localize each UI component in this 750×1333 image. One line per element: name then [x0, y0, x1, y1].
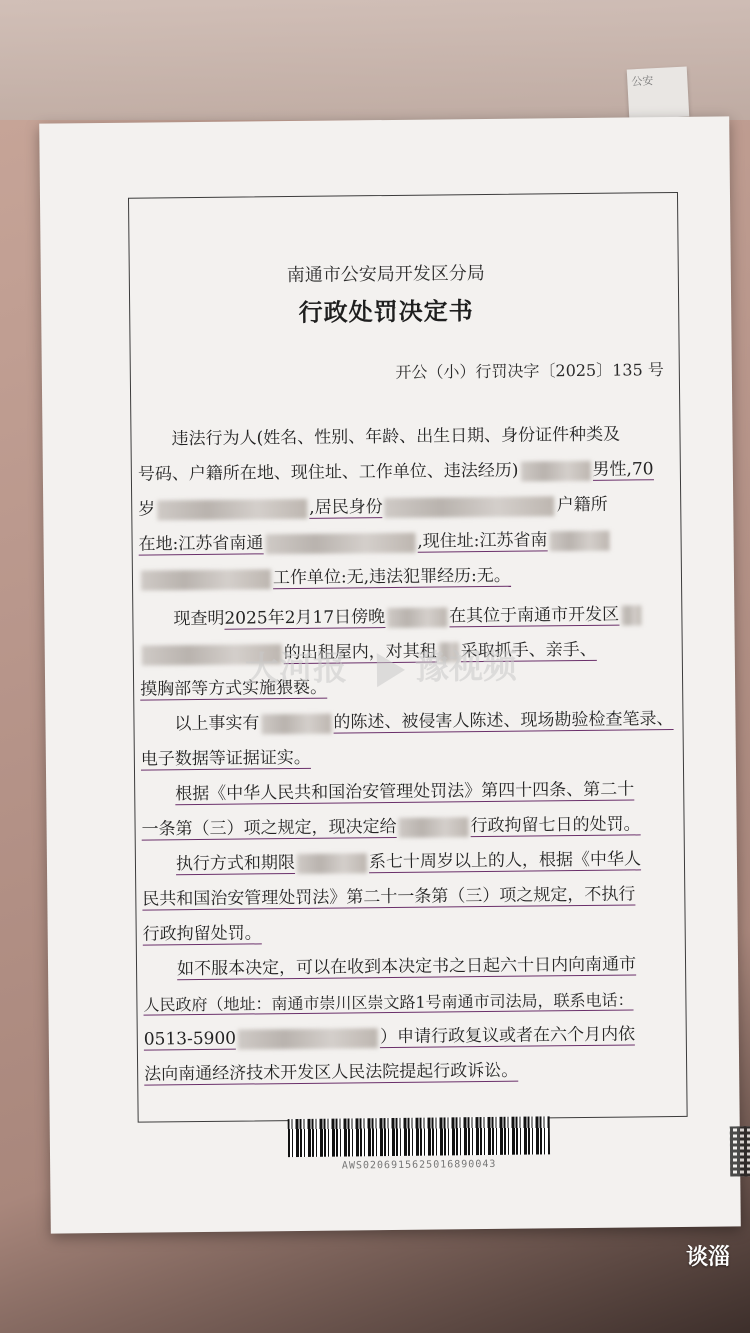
text-segment: 工作单位:无,违法犯罪经历:无。 — [272, 565, 511, 589]
text-line — [141, 737, 676, 778]
text-line — [139, 557, 674, 598]
text-segment: 岁 — [138, 499, 156, 520]
redaction — [238, 1028, 378, 1049]
corner-logo: 谈淄 — [685, 1245, 730, 1270]
text-line — [142, 842, 677, 883]
small-card — [627, 66, 690, 119]
text-line — [140, 702, 675, 743]
redaction — [265, 532, 415, 554]
text-segment: 户籍所 — [556, 494, 608, 516]
text-segment: 的陈述、被侵害人陈述、现场勘验检查笔录、 — [333, 709, 674, 733]
text-segment: 在其位于南通市开发区 — [449, 604, 620, 627]
text-segment: 行政拘留七日的处罚。 — [470, 814, 641, 837]
text-segment: 根据《中华人民共和国治安管理处罚法》第四十四条、第二十 — [175, 779, 635, 805]
watermark-right-text: 豫视频 — [414, 646, 518, 688]
document-title: 行政处罚决定书 — [298, 296, 474, 327]
text-line — [143, 947, 678, 988]
issuing-office: 南通市公安局开发区分局 — [286, 262, 485, 287]
text-segment: 在地:江苏省南通 — [138, 533, 264, 555]
redaction — [141, 569, 271, 590]
barcode — [288, 1116, 550, 1157]
text-segment: 一条第（三）项之规定，现决定给 — [141, 816, 397, 840]
text-segment: 男性,70 — [592, 459, 654, 480]
watermark-left-text: 大河报 — [244, 648, 348, 690]
redaction — [387, 607, 447, 628]
text-segment: 电子数据等证据证实。 — [140, 747, 311, 770]
penalty-document — [39, 116, 741, 1233]
text-segment: 摸胸部等方式实施猥亵。 — [140, 677, 328, 700]
text-segment: 执行方式和期限 — [175, 853, 296, 875]
text-segment: 法向南通经济技术开发区人民法院提起行政诉讼。 — [144, 1060, 519, 1085]
redaction — [297, 853, 367, 874]
paragraph-evidence — [140, 702, 676, 778]
text-line: 违法行为人(姓名、性别、年龄、出生日期、身份证件种类及 — [171, 424, 621, 450]
redaction — [398, 817, 468, 838]
media-watermark — [245, 639, 517, 691]
text-line — [144, 1052, 679, 1093]
text-segment: 采取抓手、亲手、 — [460, 639, 597, 662]
text-segment: 人民政府（地址：南通市崇川区崇文路1号南通市司法局，联系电话： — [143, 990, 634, 1015]
text-segment: 号码、户籍所在地、现住址、工作单位、违法经历) — [137, 460, 519, 485]
text-line — [144, 1017, 679, 1058]
text-segment: ,现住址:江苏省南 — [417, 530, 548, 552]
redaction — [157, 498, 307, 520]
redaction — [385, 496, 555, 518]
paragraph-offender — [137, 417, 674, 598]
text-segment: 的出租屋内，对其租 — [283, 641, 437, 664]
paragraph-execution — [142, 842, 678, 953]
text-segment: 民共和国治安管理处罚法》第二十一条第（三）项之规定，不执行 — [142, 884, 636, 910]
text-segment: ,居民身份 — [309, 497, 383, 518]
text-line — [143, 912, 678, 953]
paragraph-decision — [141, 772, 677, 848]
text-segment: 系七十周岁以上的人，根据《中华人 — [368, 849, 642, 873]
small-card-text: 公安 — [631, 74, 654, 89]
play-icon — [377, 652, 405, 686]
text-segment: 如不服本决定，可以在收到本决定书之日起六十日内向南通市 — [176, 954, 637, 980]
text-segment: 现查明 — [173, 608, 225, 630]
text-segment: 行政拘留处罚。 — [142, 923, 262, 945]
redaction — [520, 460, 590, 481]
barcode-text: AWS0206915625016890043 — [341, 1158, 497, 1172]
text-line — [138, 452, 673, 493]
text-line — [138, 487, 673, 528]
text-line — [141, 807, 676, 848]
text-line — [141, 772, 676, 813]
text-segment: ）申请行政复议或者在六个月内依 — [379, 1024, 636, 1048]
paragraph-appeal — [143, 947, 679, 1093]
redaction — [621, 605, 641, 625]
qr-code — [730, 1126, 750, 1176]
text-segment: 以上事实有 — [174, 713, 260, 735]
redaction — [261, 713, 331, 734]
redaction — [549, 530, 609, 551]
text-line — [138, 522, 673, 563]
text-line — [143, 982, 678, 1023]
text-segment: 0513-5900 — [143, 1028, 237, 1050]
document-number: 开公（小）行罚决字〔2025〕135 号 — [395, 360, 664, 382]
text-line — [142, 877, 677, 918]
text-segment: 2025年2月17日傍晚 — [224, 607, 386, 629]
text-line — [139, 597, 674, 638]
